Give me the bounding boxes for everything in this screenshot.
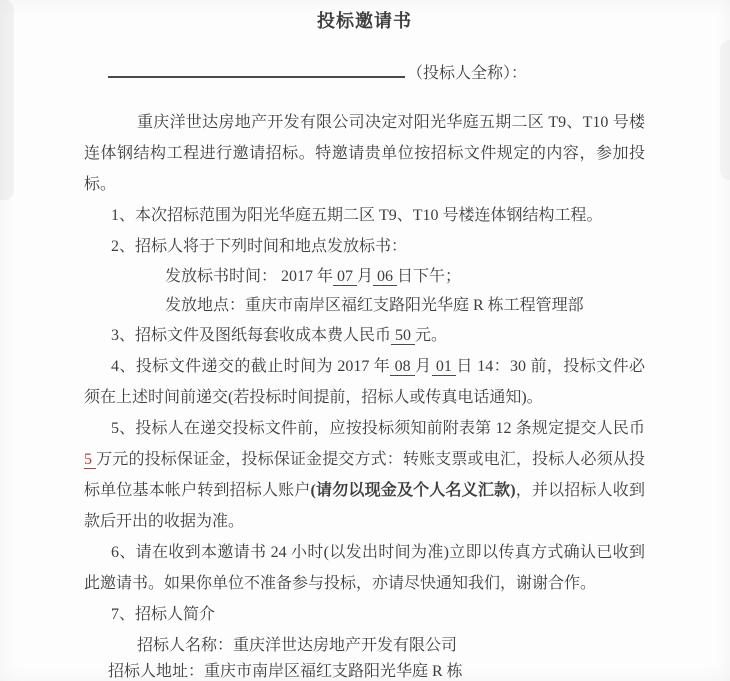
underlined-value: 06 bbox=[373, 268, 398, 285]
addressee-blank-line bbox=[108, 62, 405, 78]
bold-note: (请勿以现金及个人名义汇款) bbox=[310, 482, 516, 499]
text-run: 招标人地址：重庆市南岸区福红支路阳光华庭 R 栋 bbox=[108, 663, 463, 680]
item-3-document-fee bbox=[84, 320, 645, 351]
text-run: 日 14：30 前，投标文件必须在上述时间前递交(若投标时间提前，招标人或传真电话通知)。 bbox=[84, 358, 646, 406]
underlined-red-value: 5 bbox=[84, 451, 97, 468]
text-run: 5、投标人在递交投标文件前，应按投标须知前附表第 12 条规定提交人民币 bbox=[111, 420, 645, 437]
item-7-profile bbox=[84, 599, 645, 630]
text-run: 万元的投标保证金，投标保证金提交方式：转账支票或电汇，投标人必须从投标单位基本帐户转到招标人账户 bbox=[84, 451, 645, 499]
text-run: 招标人名称：重庆洋世达房地产开发有限公司 bbox=[137, 637, 458, 654]
bidder-address-line bbox=[84, 661, 645, 681]
text-run: 发放标书时间： 2017 年 bbox=[165, 268, 334, 285]
text-run: 发放地点：重庆市南岸区福红支路阳光华庭 R 栋工程管理部 bbox=[165, 297, 584, 314]
intro-paragraph bbox=[84, 107, 645, 200]
bidder-name-line bbox=[84, 630, 645, 661]
text-run: 4、投标文件递交的截止时间为 2017 年 bbox=[111, 358, 391, 375]
underlined-value: 50 bbox=[391, 327, 416, 344]
text-run: 6、请在收到本邀请书 24 小时(以发出时间为准)立即以传真方式确认已收到此邀请书。如果你单位不准备参与投标，亦请尽快通知我们，谢谢合作。 bbox=[84, 544, 645, 592]
addressee-row bbox=[108, 58, 645, 89]
text-run: ，并以招标人收到款后开出的收据为准。 bbox=[84, 482, 645, 530]
text-run: 月 bbox=[357, 268, 374, 285]
issue-place-line bbox=[84, 291, 645, 320]
text-run: 日下午； bbox=[397, 268, 462, 285]
text-run: 2、招标人将于下列时间和地点发放标书： bbox=[111, 238, 408, 255]
document-body bbox=[84, 107, 645, 681]
text-run: 月 bbox=[415, 358, 432, 375]
item-2-issue-info bbox=[84, 231, 645, 262]
underlined-value: 08 bbox=[390, 358, 416, 375]
item-1-scope bbox=[84, 200, 645, 231]
item-4-deadline bbox=[84, 351, 645, 413]
text-run: 1、本次招标范围为阳光华庭五期二区 T9、T10 号楼连体钢结构工程。 bbox=[111, 207, 603, 224]
document-title: 投标邀请书 bbox=[317, 11, 412, 31]
item-5-deposit bbox=[84, 413, 645, 537]
text-run: 重庆洋世达房地产开发有限公司决定对阳光华庭五期二区 T9、T10 号楼连体钢结构工程进行邀请招标。特邀请贵单位按招标文件规定的内容，参加投标。 bbox=[84, 114, 645, 193]
text-run: 7、招标人简介 bbox=[111, 606, 216, 623]
underlined-value: 07 bbox=[333, 268, 358, 285]
addressee-label: （投标人全称）： bbox=[407, 65, 528, 82]
item-6-confirmation bbox=[84, 537, 645, 599]
text-run: 3、招标文件及图纸每套收成本费人民币 bbox=[111, 327, 392, 344]
text-run: 元。 bbox=[415, 327, 448, 344]
issue-time-line bbox=[84, 262, 645, 291]
underlined-value: 01 bbox=[431, 358, 457, 375]
